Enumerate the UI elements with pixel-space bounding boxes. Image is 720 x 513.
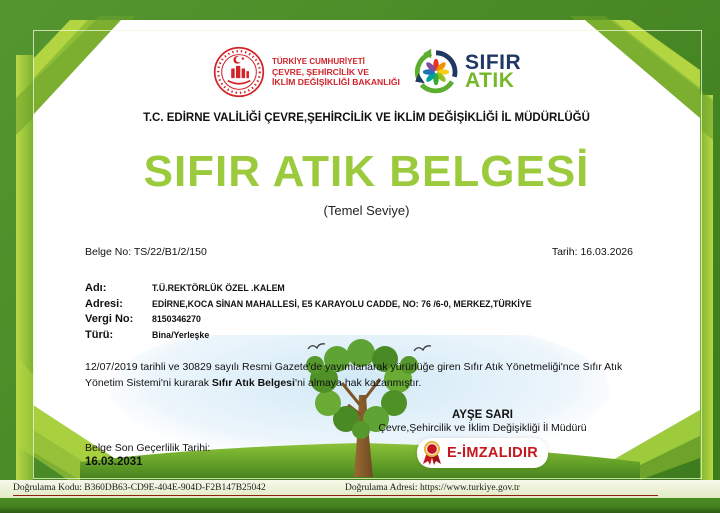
certificate-subtitle: (Temel Seviye) [323,203,410,218]
meta-row [85,246,633,258]
belge-no [85,246,207,258]
validity-date: 16.03.2031 [85,456,143,468]
signer-title: Çevre,Şehircilik ve İklim Değişikliği İl Müdürü [378,422,587,434]
body-paragraph [85,360,630,391]
field-row-vergi-no [85,312,645,328]
field-label: Vergi No: [85,313,134,325]
verification-address-value: https://www.turkiye.gov.tr [419,482,520,493]
ministry-name [272,57,400,87]
authority-line: T.C. EDİRNE VALİLİĞİ ÇEVRE,ŞEHİRCİLİK VE İKLİM DEĞİŞİKLİĞİ İL MÜDÜRLÜĞÜ [143,112,590,124]
field-value: Bina/Yerleşke [152,329,210,340]
ministry-seal-icon [213,46,265,98]
body-text-2: 'ni almaya hak kazanmıştır. [294,376,422,389]
sifir-atik-recycle-flower-icon [412,48,460,96]
belge-no-value: TS/22/B1/2/150 [133,246,207,258]
tarih-label: Tarih: [551,246,578,258]
ministry-logo-block [213,46,400,98]
signature-block [340,409,625,471]
verification-code [13,483,266,493]
atik-word: ATIK [465,69,515,92]
field-row-adi [85,281,645,297]
field-row-turu [85,328,645,344]
validity-block [85,441,210,469]
ministry-line1: TÜRKİYE CUMHURİYETİ [272,57,365,66]
e-signature-text: E-İMZALIDIR [446,445,539,461]
sifir-atik-logo-block [412,48,521,96]
verification-address-label: Doğrulama Adresi: [345,482,418,493]
bottom-green-strip [0,498,720,513]
verification-code-label: Doğrulama Kodu: [13,482,82,493]
field-value: T.Ü.REKTÖRLÜK ÖZEL .KALEM [152,283,285,293]
field-label: Adresi: [85,297,123,310]
body-text-bold: Sıfır Atık Belgesi [211,376,295,389]
validity-label: Belge Son Geçerlilik Tarihi: [85,442,211,454]
medal-ribbon-icon [421,440,443,466]
sifir-word: SIFIR [465,51,522,74]
sifir-atik-wordmark [465,51,522,92]
field-label: Türü: [85,328,114,341]
verification-address [345,483,520,493]
verification-code-value: B360DB63-CD9E-404E-904D-F2B147B25042 [84,482,266,493]
tarih [552,246,633,258]
field-row-adresi [85,297,645,313]
ministry-line2: ÇEVRE, ŞEHİRCİLİK VE [272,67,369,77]
belge-no-label: Belge No: [85,246,132,258]
holder-fields [85,281,645,343]
verification-underline [13,495,658,497]
signer-name: AYŞE SARI [452,409,513,421]
field-value: EDİRNE,KOCA SİNAN MAHALLESİ, E5 KARAYOLU CADDE, NO: 76 /6-0, MERKEZ,TÜRKİYE [152,298,532,309]
tarih-value: 16.03.2026 [580,246,633,258]
ministry-line3: İKLİM DEĞİŞİKLİĞİ BAKANLIĞI [272,77,400,87]
certificate-title: SIFIR ATIK BELGESİ [143,147,590,196]
e-signature-badge [417,438,548,468]
field-value: 8150346270 [152,314,201,324]
verification-bar [0,480,720,498]
body-text-1: 12/07/2019 tarihli ve 30829 sayılı Resmi Gazete'de yayımlanarak yürürlüğe giren Sıfır Atık Yönetmeliği'nce Sıfır Atık Yönetim Sistemi'ni kurarak [85,361,623,389]
field-label: Adı: [85,282,107,294]
